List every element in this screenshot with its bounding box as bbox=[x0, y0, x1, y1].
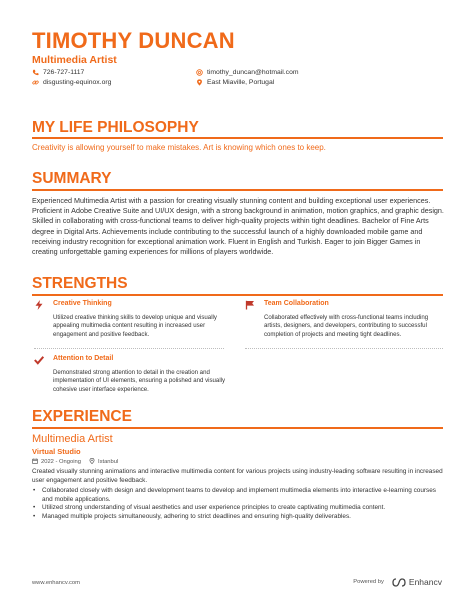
strength-item bbox=[34, 300, 217, 355]
strength-title: Team Collaboration bbox=[264, 300, 329, 307]
job-bullet: • Collaborated closely with design and development teams to develop and implement multimedia elements into interactive e-learning courses and mobile applications. bbox=[32, 487, 444, 504]
job-description: Created visually stunning animations and interactive multimedia content for various projects using industry-leading software resulting in increased user engagement and positive feedback. bbox=[32, 468, 443, 484]
job-bullet-list bbox=[32, 487, 444, 521]
enhancv-logo[interactable] bbox=[392, 577, 442, 587]
job-dates: 2022 - Ongoing bbox=[41, 459, 81, 465]
job-meta bbox=[32, 458, 118, 466]
summary-heading: SUMMARY bbox=[32, 170, 112, 187]
location-pin-icon bbox=[196, 79, 203, 86]
candidate-name: TIMOTHY DUNCAN bbox=[32, 28, 235, 53]
link-icon bbox=[32, 79, 39, 86]
phone-icon bbox=[32, 69, 39, 76]
strength-description: Collaborated effectively with cross-functional teams including artists, designers, and developers, contributing to successful completion of projects and meeting tight deadlines. bbox=[264, 314, 429, 338]
contact-phone bbox=[32, 69, 84, 76]
summary-text: Experienced Multimedia Artist with a passion for creating visually stunning content and building exceptional user experiences. Proficient in Adobe Creative Suite and UI/UX design, with a strong background in animation, motion graphics, and graphic design. Skilled in collaborating with cross-functional teams to deliver high-quality projects within tight deadlines. Bachelor of Fine Arts degree in Digital Arts. Achievements include contributing to the successful launch of a highly downloaded mobile game and receiving industry recognition for exceptional animation work. Fluent in English and Turkish. Eager to join Bigger Games in creating unforgettable gaming experiences for millions of players worldwide. bbox=[32, 196, 444, 257]
philosophy-divider bbox=[32, 137, 443, 139]
footer-powered-by bbox=[353, 577, 442, 587]
footer-url[interactable]: www.enhancv.com bbox=[32, 580, 80, 586]
contact-location bbox=[196, 79, 274, 86]
at-icon bbox=[196, 69, 203, 76]
lightning-icon bbox=[34, 300, 44, 310]
location-text: East Miaville, Portugal bbox=[207, 79, 275, 86]
location-pin-icon bbox=[89, 458, 95, 466]
enhancv-brand-text: Enhancv bbox=[408, 577, 442, 587]
strengths-divider bbox=[32, 294, 443, 296]
job-title: Multimedia Artist bbox=[32, 433, 113, 445]
strength-description: Demonstrated strong attention to detail in the creation and implementation of UI elements, ensuring a polished and visually cohesive user interface experience. bbox=[53, 369, 226, 393]
philosophy-quote: Creativity is allowing yourself to make mistakes. Art is knowing which ones to keep. bbox=[32, 143, 326, 152]
experience-divider bbox=[32, 427, 443, 429]
contact-website[interactable] bbox=[32, 79, 111, 86]
enhancv-logo-icon bbox=[392, 578, 406, 587]
strength-title: Creative Thinking bbox=[53, 300, 112, 307]
job-bullet: • Utilized strong understanding of visual aesthetics and user experience principles to create captivating multimedia content. bbox=[32, 504, 444, 513]
strengths-heading: STRENGTHS bbox=[32, 275, 128, 292]
strength-divider bbox=[34, 348, 224, 349]
experience-heading: EXPERIENCE bbox=[32, 408, 132, 425]
flag-icon bbox=[245, 300, 255, 310]
job-location: Istanbul bbox=[97, 459, 119, 465]
strength-item bbox=[245, 300, 429, 355]
candidate-role: Multimedia Artist bbox=[32, 54, 117, 66]
strength-item bbox=[34, 355, 226, 400]
philosophy-heading: MY LIFE PHILOSOPHY bbox=[32, 119, 199, 136]
summary-divider bbox=[32, 189, 443, 191]
contact-email[interactable] bbox=[196, 69, 299, 76]
job-company: Virtual Studio bbox=[32, 447, 81, 456]
job-bullet: • Managed multiple projects simultaneously, adhering to strict deadlines and ensuring high-quality deliverables. bbox=[32, 513, 444, 522]
strength-title: Attention to Detail bbox=[53, 355, 114, 362]
strength-description: Utilized creative thinking skills to develop unique and visually appealing multimedia content resulting in increased user engagement and positive feedback. bbox=[53, 314, 217, 338]
calendar-icon bbox=[32, 458, 38, 466]
powered-by-label: Powered by bbox=[353, 579, 384, 585]
strength-divider bbox=[245, 348, 443, 349]
email-text[interactable]: timothy_duncan@hotmail.com bbox=[207, 69, 299, 76]
phone-text: 726-727-1117 bbox=[43, 69, 85, 76]
checkmark-icon bbox=[34, 355, 44, 365]
website-text[interactable]: disgusting-equinox.org bbox=[43, 79, 112, 86]
